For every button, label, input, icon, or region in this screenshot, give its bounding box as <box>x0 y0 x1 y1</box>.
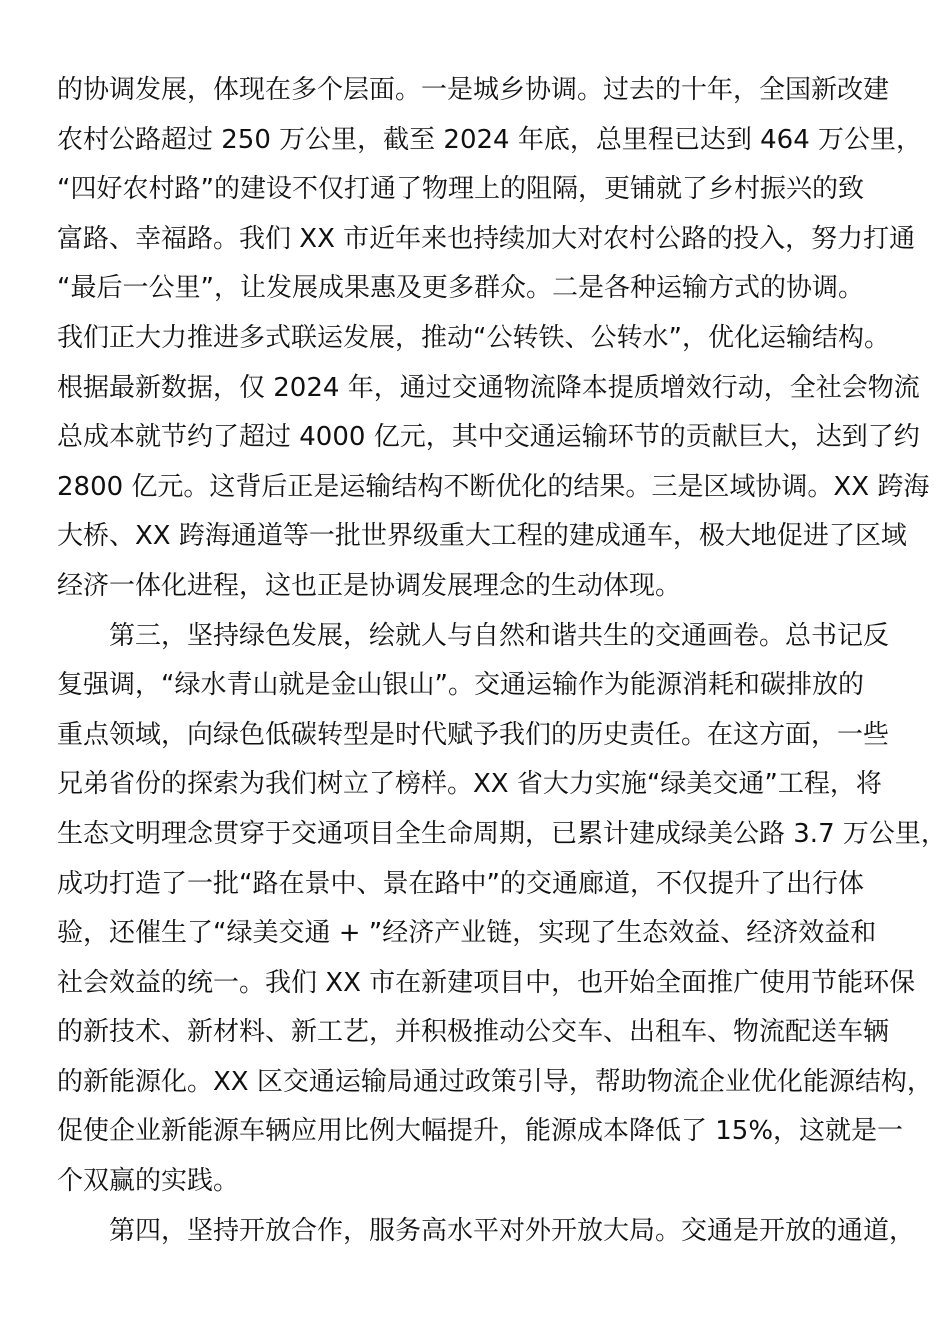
text-line: 经济一体化进程，这也正是协调发展理念的生动体现。 <box>57 570 682 601</box>
paragraph-start-line: 第四，坚持开放合作，服务高水平对外开放大局。交通是开放的通道， <box>109 1215 916 1246</box>
document-body <box>57 66 947 1256</box>
text-line: 验，还催生了“绿美交通 + ”经济产业链，实现了生态效益、经济效益和 <box>57 918 877 949</box>
text-line: 重点领域，向绿色低碳转型是时代赋予我们的历史责任。在这方面，一些 <box>57 719 890 750</box>
text-line: 的新技术、新材料、新工艺，并积极推动公交车、出租车、物流配送车辆 <box>57 1017 890 1048</box>
text-line: “最后一公里”，让发展成果惠及更多群众。二是各种运输方式的协调。 <box>57 273 864 304</box>
text-line: 社会效益的统一。我们 XX 市在新建项目中，也开始全面推广使用节能环保 <box>57 967 916 998</box>
text-line: 根据最新数据，仅 2024 年，通过交通物流降本提质增效行动，全社会物流 <box>57 372 920 403</box>
text-line: 成功打造了一批“路在景中、景在路中”的交通廊道，不仅提升了出行体 <box>57 868 864 899</box>
text-line: 的协调发展，体现在多个层面。一是城乡协调。过去的十年，全国新改建 <box>57 75 890 105</box>
text-line: 农村公路超过 250 万公里，截至 2024 年底，总里程已达到 464 万公里， <box>57 124 923 155</box>
text-line: 的新能源化。XX 区交通运输局通过政策引导，帮助物流企业优化能源结构， <box>57 1066 933 1097</box>
text-line: 我们正大力推进多式联运发展，推动“公转铁、公转水”，优化运输结构。 <box>57 322 890 353</box>
text-line: “四好农村路”的建设不仅打通了物理上的阻隔，更铺就了乡村振兴的致 <box>57 174 864 205</box>
text-line: 富路、幸福路。我们 XX 市近年来也持续加大对农村公路的投入，努力打通 <box>57 223 916 254</box>
text-line: 促使企业新能源车辆应用比例大幅提升，能源成本降低了 15%，这就是一 <box>57 1116 904 1147</box>
text-line: 兄弟省份的探索为我们树立了榜样。XX 省大力实施“绿美交通”工程，将 <box>57 769 882 800</box>
text-line: 2800 亿元。这背后正是运输结构不断优化的结果。三是区域协调。XX 跨海 <box>57 471 930 502</box>
text-line: 生态文明理念贯穿于交通项目全生命周期，已累计建成绿美公路 3.7 万公里， <box>57 818 947 849</box>
paragraph-start-line: 第三，坚持绿色发展，绘就人与自然和谐共生的交通画卷。总书记反 <box>109 620 890 651</box>
text-line: 总成本就节约了超过 4000 亿元，其中交通运输环节的贡献巨大，达到了约 <box>57 422 920 453</box>
text-line: 个双赢的实践。 <box>57 1166 240 1197</box>
text-line: 复强调，“绿水青山就是金山银山”。交通运输作为能源消耗和碳排放的 <box>57 670 864 701</box>
text-line: 大桥、XX 跨海通道等一批世界级重大工程的建成通车，极大地促进了区域 <box>57 521 907 552</box>
